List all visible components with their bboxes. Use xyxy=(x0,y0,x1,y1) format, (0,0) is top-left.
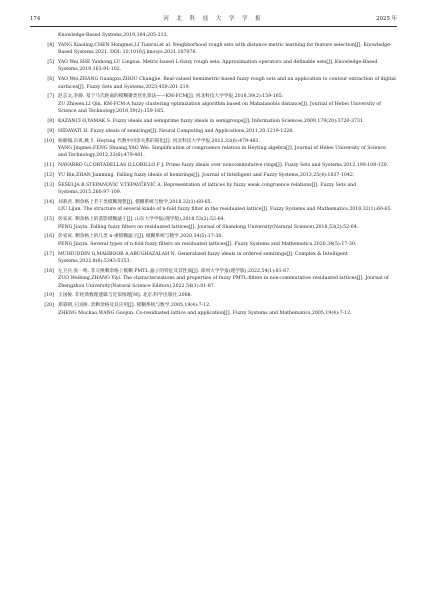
reference-text: 刘莉君. 剩余格上若干类模糊理想[J]. 模糊系统与数学,2018,32(1):60-65. xyxy=(58,200,213,206)
reference-text: NAVARRO G,CORTADELLAS O,LOBILLO F J. Prime fuzzy ideals over noncommutative rings[J]. Fuzzy Sets and Systems,2012,199:108-120. xyxy=(58,163,389,169)
reference-item xyxy=(30,292,396,299)
reference-text: YAO Wei,SHE Yanhong,LU Lingxia. Metric-based L-fuzzy rough sets: Approximation operators and definable sets[J]. Knowledge-Based Systems,2019,163:91-102. xyxy=(58,60,378,73)
reference-item xyxy=(30,76,396,91)
page-header xyxy=(30,14,397,27)
reference-item xyxy=(30,42,396,57)
reference-text: HIDAYATI H. Fuzzy ideals of semirings[J]. Neural Computing and Applications,2011,20:1219-1228. xyxy=(58,128,294,134)
reference-text: YAO Wei,ZHANG Guangxu,ZHOU Changjie. Real-valued hemimetric-based fuzzy rough sets and an application to contour extraction of digital surfaces[J]. Fuzzy Sets and Systems,2023,459:201-219. xyxy=(58,77,396,90)
reference-text: ZUO Weibing,ZHANG Yiyi. The characterizations and properties of fuzzy PMTL-filters in non-commutative residuated lattices[J]. Journal of Zhengzhou University(Natural Science Edition),2022,54(1):81-87. xyxy=(58,276,389,289)
reference-text: 郑慕朝,王国俊. 余剩余格及其应用[J]. 模糊系统与数学,2005,19(4):7-12. xyxy=(58,303,211,309)
reference-number: [18] xyxy=(44,268,54,274)
reference-number: [7] xyxy=(47,94,54,100)
reference-number: [19] xyxy=(44,293,54,299)
reference-text: ZU Zhiwen,LI Qin. KM-FCM:A fuzzy clustering optimization algorithm based on Mahalanobis distance[J]. Journal of Hebei University of Science and Technology,2018,39(2):159-165. xyxy=(58,101,381,115)
reference-number: [10] xyxy=(44,138,54,144)
reference-number: [11] xyxy=(44,163,54,169)
reference-text: ZHENG Muchao,WANG Guojun. Co-residuated lattice and application[J]. Fuzzy Systems and Mathematics,2005,19(4):7-12. xyxy=(58,310,352,316)
reference-list xyxy=(30,32,396,319)
reference-text: 彭家寅. 剩余格上的几类 n-重模糊滤子[J]. 模糊系统与数学,2020,34(5):17-30. xyxy=(58,234,223,240)
reference-number: [14] xyxy=(44,200,54,206)
reference-item xyxy=(30,93,396,115)
reference-text: 彭家寅. 剩余格上的落影模糊滤子[J]. 山东大学学报(理学版),2018,53(2):52-64. xyxy=(58,217,226,223)
reference-item xyxy=(30,172,396,179)
reference-number: [5] xyxy=(47,60,54,65)
reference-item xyxy=(30,199,396,214)
page-number: 174 xyxy=(30,16,41,22)
reference-number: [12] xyxy=(44,173,54,179)
reference-item xyxy=(30,118,396,125)
reference-item xyxy=(30,32,396,39)
reference-number: [16] xyxy=(44,234,54,240)
reference-item xyxy=(30,233,396,248)
journal-name: 河 北 科 技 大 学 学 报 xyxy=(163,16,264,22)
reference-number: [8] xyxy=(47,119,54,125)
reference-text: MUHIUDDIN G,MAHBOOB A,ABUGHAZALAH N. Generalized fuzzy ideals in ordered semirings[J]. Complex & Intelligent Systems,2022,8(6):5343-5353. xyxy=(58,251,348,265)
reference-text: KAZANCI O,YAMAK S. Fuzzy ideals and semiprime fuzzy ideals in semigroups[J]. Information Sciences,2009,179(20):3720-3731. xyxy=(58,119,365,125)
reference-text: YU Bin,ZHAN Jianming. Falling fuzzy ideals of hemirings[J]. Journal of Intelligent and Fuzzy Systems,2013,25(4):1037-1042. xyxy=(58,173,355,179)
reference-number: [15] xyxy=(44,217,54,223)
reference-number: [17] xyxy=(44,251,54,257)
reference-number: [4] xyxy=(47,42,54,48)
reference-text: 赵志文,李静. 基于马氏距离的模糊聚类优化算法——KM-FCM[J]. 河北科技大学学报,2018,39(2):159-165. xyxy=(58,94,284,100)
reference-item xyxy=(30,268,396,290)
reference-text: 王国俊. 非经典数理逻辑与近似推理[M]. 北京:科学出版社,2008. xyxy=(58,293,193,299)
reference-number: [20] xyxy=(44,303,54,309)
reference-item xyxy=(30,162,396,169)
reference-item xyxy=(30,216,396,231)
reference-number: [6] xyxy=(47,77,54,83)
issue-year: 2025 年 xyxy=(376,16,397,22)
reference-text: 杨静翰,冯爽,姚卫. Heyting 代数中同余关系的简化[J]. 河北科技大学学报,2012,33(6):479-481. xyxy=(58,138,261,144)
reference-text: PENG Jiayin. Falling fuzzy filters on residuated lattices[J]. Journal of Shandong University(Natural Science),2018,53(2):52-64. xyxy=(58,224,359,230)
reference-number: [13] xyxy=(44,182,54,188)
reference-text: ŠEŠELJA B,STEPANOVIĆ V,TEPAVČEVIĆ A. Representation of lattices by fuzzy weak congruence relations[J]. Fuzzy Sets and Systems,2015,260:97-109. xyxy=(58,182,357,196)
reference-text: 左卫兵,张一鸣. 非交换剩余格上模糊 PMTL 滤子的特征及其性质[J]. 郑州大学学报(理学版),2022,54(1):81-87. xyxy=(58,268,291,274)
reference-item xyxy=(30,302,396,317)
reference-item xyxy=(30,59,396,74)
reference-item xyxy=(30,182,396,197)
reference-text: Knowledge-Based Systems,2019,164:205-212. xyxy=(58,33,169,38)
reference-text: YANG Xiaoling,CHEN Hongmei,LI Tianrui,et al. Neighborhood rough sets with distance metric learning for feature selection[J]. Knowledge-Based Systems,2021. DOI: 10.1016/j.knosys.2021.107076. xyxy=(58,42,392,56)
reference-text: PENG Jiayin. Several types of n-fold fuzzy filters on residuated lattices[J]. Fuzzy Systems and Mathematics,2020,34(5):17-30. xyxy=(58,241,357,247)
reference-number: [9] xyxy=(47,128,54,134)
reference-item xyxy=(30,128,396,135)
reference-item xyxy=(30,138,396,160)
reference-item xyxy=(30,251,396,266)
reference-text: YANG Jingmei,FENG Shuang,YAO Wei. Simplification of congruence relation in Heyting algebra[J]. Journal of Hebei University of Science and Technology,2012,33(6):479-481. xyxy=(58,146,386,159)
reference-text: LIU Lijun. The structure of several kinds of n-fold fuzzy filter in the residuated lattice[J]. Fuzzy Systems and Mathematics,2018,32(1):60-65. xyxy=(58,207,392,213)
